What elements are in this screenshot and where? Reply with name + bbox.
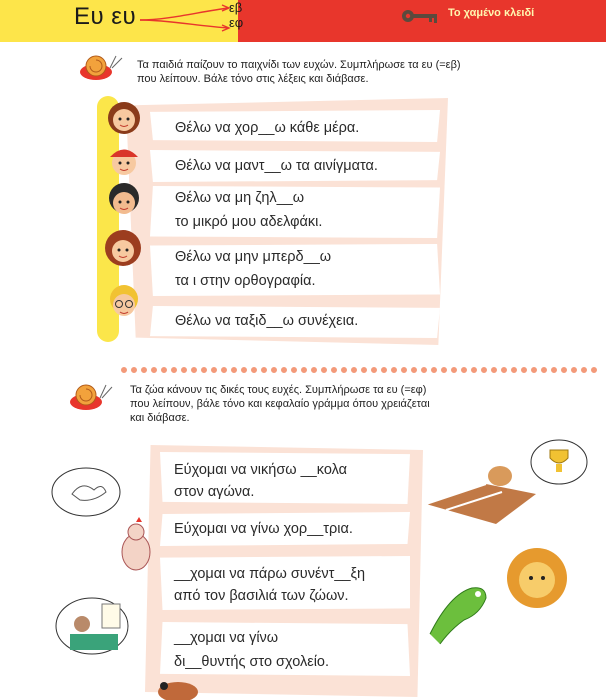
dotted-divider: [120, 366, 606, 374]
kangaroo-race-icon: [426, 454, 536, 534]
key-label: Το χαμένο κλειδί: [448, 7, 535, 19]
instruction-line: που λείπουν, βάλε τόνο και κεφαλαίο γράμμα όπου χρειάζεται: [130, 398, 430, 410]
exercise-line: Εύχομαι να γίνω χορ__τρια.: [174, 521, 353, 537]
instruction-line: που λείπουν. Βάλε τόνο στις λέξεις και διάβασε.: [137, 73, 369, 85]
instruction-line: και διάβασε.: [130, 412, 190, 424]
section1-instruction: [137, 58, 557, 86]
exercise-line: Θέλω να χορ__ω κάθε μέρα.: [175, 120, 360, 136]
boy-face-icon: [104, 180, 144, 222]
branch-arrows-icon: [138, 2, 233, 38]
boy-cap-face-icon: [104, 140, 144, 182]
dog-icon: [150, 676, 208, 700]
chameleon-icon: [420, 574, 494, 652]
exercise-line: Θέλω να ταξιδ__ω συνέχεια.: [175, 313, 359, 329]
branch-ef-label: εφ: [229, 15, 244, 30]
boy-glasses-face-icon: [104, 282, 144, 326]
exercise-line: Θέλω να μαντ__ω τα αινίγματα.: [175, 158, 378, 174]
exercise-line: από τον βασιλιά των ζώων.: [174, 588, 349, 604]
girl-curly-face-icon: [102, 228, 144, 272]
instruction-line: Τα παιδιά παίζουν το παιχνίδι των ευχών. Συμπλήρωσε τα ευ (=εβ): [137, 59, 461, 71]
instruction-line: Τα ζώα κάνουν τις δικές τους ευχές. Συμπλήρωσε τα ευ (=εφ): [130, 384, 427, 396]
exercise-line: __χομαι να πάρω συνέντ__ξη: [174, 566, 366, 582]
thought-bubble-dove-icon: [46, 462, 126, 522]
trophy-thought-icon: [528, 436, 590, 492]
exercise-line: Εύχομαι να νικήσω __κολα: [174, 462, 348, 478]
lion-icon: [500, 544, 574, 618]
snail-icon: [76, 52, 124, 82]
girl-face-icon: [104, 98, 144, 140]
section2-instruction: [130, 383, 550, 425]
exercise-line: Θέλω να μη ζηλ__ω: [175, 190, 305, 206]
hen-dancer-icon: [114, 516, 160, 580]
snail-icon: [66, 380, 114, 412]
exercise-line: __χομαι να γίνω: [174, 630, 279, 646]
exercise-line: δι__θυντής στο σχολείο.: [174, 654, 330, 670]
exercise-line: στον αγώνα.: [174, 484, 255, 500]
page-title: Ευ ευ: [74, 3, 137, 30]
principal-desk-icon: [52, 594, 142, 664]
exercise-line: το μικρό μου αδελφάκι.: [175, 214, 323, 230]
branch-eb-label: εβ: [229, 0, 243, 15]
key-icon: [400, 6, 442, 26]
exercise-line: Θέλω να μην μπερδ__ω: [175, 249, 332, 265]
exercise-line: τα ι στην ορθογραφία.: [175, 273, 316, 289]
